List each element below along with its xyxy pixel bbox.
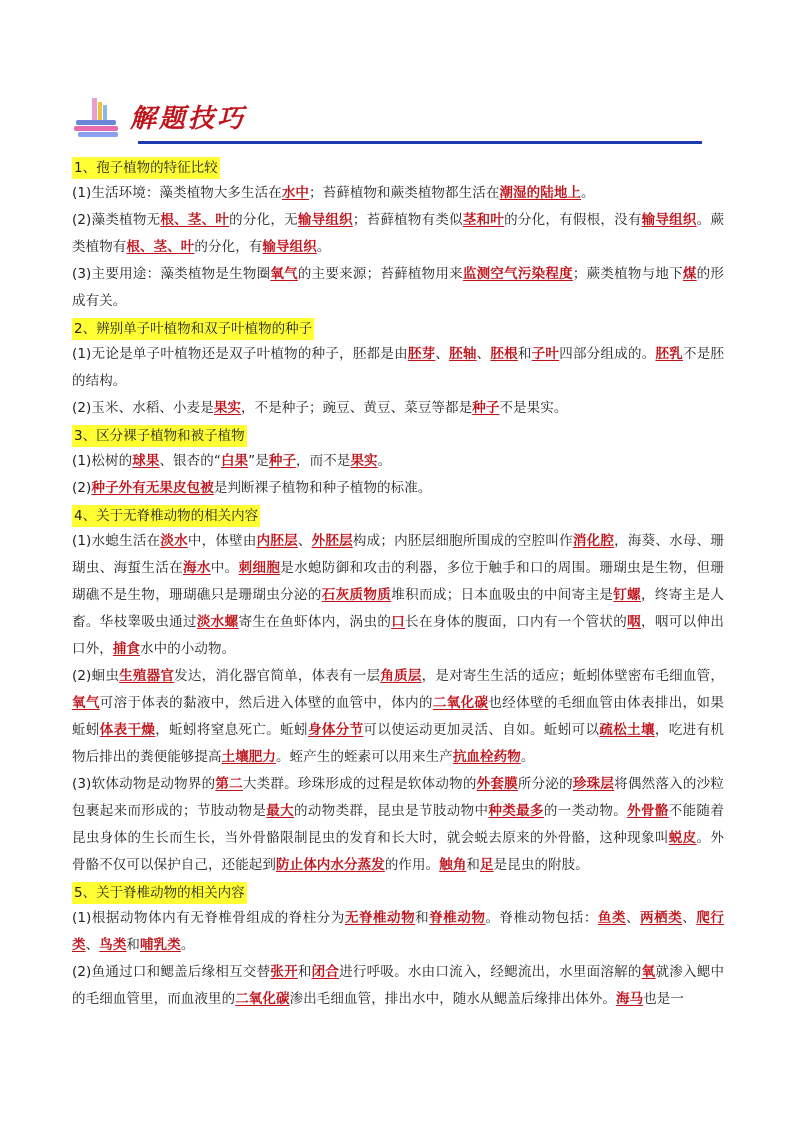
text-run: 。 xyxy=(316,239,331,255)
text-run: (2)藻类植物无 xyxy=(72,212,161,228)
text-run: 是昆虫的附肢。 xyxy=(493,857,589,873)
highlighted-term: 茎和叶 xyxy=(462,212,505,228)
text-run: 和 xyxy=(415,910,430,926)
text-run: 和 xyxy=(297,964,312,980)
text-run: ，而不是 xyxy=(296,453,351,469)
text-run: 发达，消化器官简单，体表有一层 xyxy=(174,668,381,684)
text-run: (1)水螅生活在 xyxy=(72,533,161,549)
text-run: ，咽可以伸出口外， xyxy=(72,614,724,657)
text-run: 的主要来源；苔藓植物用来 xyxy=(297,266,463,282)
highlighted-term: 氧气 xyxy=(72,695,100,711)
text-run: 可溶于体表的黏液中，然后进入体壁的血管中，体内的 xyxy=(99,695,433,711)
section-title: 5、关于脊椎动物的相关内容 xyxy=(72,882,247,904)
highlighted-term: 种子外有无果皮包被 xyxy=(91,480,214,496)
text-run: ，蚯蚓将窒息死亡。蚯蚓 xyxy=(155,722,308,738)
paragraph xyxy=(72,905,724,959)
text-run: 。 xyxy=(377,453,392,469)
highlighted-term: 刺细胞 xyxy=(238,560,281,576)
text-run: 进行呼吸。水由口流入，经鳃流出，水里面溶解的 xyxy=(339,964,642,980)
highlighted-term: 果实 xyxy=(350,453,378,469)
text-run: 、 xyxy=(85,937,100,953)
text-run: 寄生在鱼虾体内，涡虫的 xyxy=(238,614,392,630)
text-run: (3)软体动物是动物界的 xyxy=(72,776,216,792)
highlighted-term: 脊椎动物 xyxy=(429,910,486,926)
highlighted-term: 生殖器官 xyxy=(119,668,175,684)
section-title: 2、辨别单子叶植物和双子叶植物的种子 xyxy=(72,318,314,340)
highlighted-term: 张开 xyxy=(270,964,298,980)
text-run: 水中的小动物。 xyxy=(140,641,236,657)
highlighted-term: 哺乳类 xyxy=(140,937,181,953)
paragraph xyxy=(72,180,724,207)
paragraph xyxy=(72,663,724,771)
document-body xyxy=(72,154,724,1013)
highlighted-term: 种子 xyxy=(472,400,500,416)
text-run: 也是一 xyxy=(643,991,685,1007)
text-run: 是水螅防御和攻击的利器，多位于触手和口的周围。珊瑚虫是生物，但珊瑚礁不是生物，珊瑚礁只是珊瑚虫分泌的 xyxy=(72,560,725,603)
text-run: 就渗入鳃中的毛细血管里，而血液里的 xyxy=(72,964,725,1007)
text-run: ”是 xyxy=(248,453,269,469)
highlighted-term: 鱼类 xyxy=(597,910,627,926)
text-run: 。 xyxy=(180,937,195,953)
text-run: 。 xyxy=(520,749,535,765)
highlighted-term: 石灰质物质 xyxy=(321,587,392,603)
text-run: ，海葵、水母、珊瑚虫、海蜇生活在 xyxy=(72,533,724,576)
highlighted-term: 胚乳 xyxy=(655,346,683,362)
text-run: 、 xyxy=(435,346,450,362)
highlighted-term: 淡水 xyxy=(160,533,188,549)
highlighted-term: 二氧化碳 xyxy=(235,991,290,1007)
text-run: 、银杏的“ xyxy=(159,453,221,469)
paragraph xyxy=(72,475,724,502)
highlighted-term: 闭合 xyxy=(311,964,340,980)
highlighted-term: 鸟类 xyxy=(99,937,127,953)
text-run: 。 xyxy=(581,185,595,201)
text-run: ，不是种子；豌豆、黄豆、菜豆等都是 xyxy=(241,400,473,416)
highlighted-term: 爬行类 xyxy=(72,910,724,953)
text-run: 不能随着昆虫身体的生长而生长，当外骨骼限制昆虫的发育和长大时，就会蜕去原来的外骨骼，这种现象叫 xyxy=(72,803,724,846)
highlighted-term: 第二 xyxy=(215,776,243,792)
highlighted-term: 二氧化碳 xyxy=(432,695,489,711)
highlighted-term: 监测空气污染程度 xyxy=(462,266,573,282)
text-run: 的分化，无 xyxy=(229,212,298,228)
text-run: 大类群。珍珠形成的过程是软体动物的 xyxy=(242,776,477,792)
paragraph xyxy=(72,261,724,315)
highlighted-term: 水中 xyxy=(281,185,310,201)
highlighted-term: 子叶 xyxy=(531,346,560,362)
text-run: 四部分组成的。 xyxy=(559,346,656,362)
highlighted-term: 外骨骼 xyxy=(627,803,669,819)
highlighted-term: 煤 xyxy=(682,266,697,282)
text-run: 可以使运动更加灵活、自如。蚯蚓可以 xyxy=(363,722,600,738)
highlighted-term: 海马 xyxy=(616,991,644,1007)
paragraph xyxy=(72,448,724,475)
page-header xyxy=(72,92,702,148)
highlighted-term: 钉螺 xyxy=(613,587,641,603)
text-run: 不是果实。 xyxy=(499,400,568,416)
text-run: ；苔藓植物和蕨类植物都生活在 xyxy=(309,185,500,201)
text-run: 的分化，有 xyxy=(194,239,263,255)
highlighted-term: 种子 xyxy=(268,453,297,469)
highlighted-term: 输导组织 xyxy=(297,212,353,228)
highlighted-term: 淡水螺 xyxy=(196,614,239,630)
highlighted-term: 果实 xyxy=(213,400,242,416)
text-run: (2)蛔虫 xyxy=(72,668,120,684)
highlighted-term: 氧气 xyxy=(270,266,298,282)
text-run: (3)主要用途：藻类植物是生物圈 xyxy=(72,266,271,282)
section-title: 4、关于无脊椎动物的相关内容 xyxy=(72,505,260,527)
highlighted-term: 蜕皮 xyxy=(668,830,697,846)
highlighted-term: 海水 xyxy=(183,560,211,576)
paragraph xyxy=(72,528,724,663)
paragraph xyxy=(72,395,724,422)
page-title: 解题技巧 xyxy=(130,104,247,134)
text-run: 构成；内胚层细胞所围成的空腔叫作 xyxy=(352,533,573,549)
text-run: (2)鱼通过口和鳃盖后缘相互交替 xyxy=(72,964,271,980)
books-stack-icon xyxy=(72,96,124,140)
highlighted-term: 疏松土壤 xyxy=(599,722,655,738)
text-run: 也经体壁的毛细血管由体表排出，如果蚯蚓 xyxy=(72,695,725,738)
text-run: 长在身体的腹面，口内有一个管状的 xyxy=(405,614,628,630)
highlighted-term: 珍珠层 xyxy=(572,776,615,792)
highlighted-term: 足 xyxy=(480,857,494,873)
highlighted-term: 土壤肥力 xyxy=(221,749,277,765)
highlighted-term: 根、茎、叶 xyxy=(126,239,195,255)
highlighted-term: 白果 xyxy=(220,453,249,469)
highlighted-term: 防止体内水分蒸发 xyxy=(276,857,385,873)
text-run: (1)生活环境：藻类植物大多生活在 xyxy=(72,185,282,201)
highlighted-term: 触角 xyxy=(439,857,467,873)
highlighted-term: 消化腔 xyxy=(572,533,615,549)
highlighted-term: 输导组织 xyxy=(262,239,317,255)
text-run: 。蕨类植物有 xyxy=(72,212,725,255)
text-run: ，吃进有机物后排出的粪便能够提高 xyxy=(72,722,725,765)
text-run: (1)根据动物体内有无脊椎骨组成的脊柱分为 xyxy=(72,910,345,926)
highlighted-term: 体表干燥 xyxy=(99,722,156,738)
highlighted-term: 输导组织 xyxy=(641,212,697,228)
text-run: 。蛭产生的蛭素可以用来生产 xyxy=(276,749,453,765)
text-run: 。外骨骼不仅可以保护自己，还能起到 xyxy=(72,830,724,873)
highlighted-term: 种类最多 xyxy=(488,803,544,819)
text-run: 所分泌的 xyxy=(517,776,573,792)
highlighted-term: 胚轴 xyxy=(449,346,477,362)
highlighted-term: 最大 xyxy=(266,803,295,819)
text-run: 堆积而成；日本血吸虫的中间寄主是 xyxy=(391,587,614,603)
text-run: 的一类动物。 xyxy=(543,803,628,819)
highlighted-term: 胚根 xyxy=(490,346,518,362)
text-run: 和 xyxy=(517,346,532,362)
section-title: 1、孢子植物的特征比较 xyxy=(72,157,220,179)
text-run: 。脊椎动物包括： xyxy=(485,910,598,926)
text-run: (1)松树的 xyxy=(72,453,133,469)
highlighted-term: 根、茎、叶 xyxy=(160,212,230,228)
text-run: 是判断裸子植物和种子植物的标准。 xyxy=(213,480,432,496)
header-divider xyxy=(138,141,702,144)
text-run: 渗出毛细血管，排出水中，随水从鳃盖后缘排出体外。 xyxy=(289,991,617,1007)
highlighted-term: 外套膜 xyxy=(476,776,518,792)
highlighted-term: 无脊椎动物 xyxy=(344,910,416,926)
highlighted-term: 内胚层 xyxy=(256,533,298,549)
text-run: (1)无论是单子叶植物还是双子叶植物的种子，胚都是由 xyxy=(72,346,408,362)
section-title: 3、区分裸子植物和被子植物 xyxy=(72,425,247,447)
highlighted-term: 咽 xyxy=(627,614,642,630)
highlighted-term: 身体分节 xyxy=(307,722,364,738)
highlighted-term: 胚芽 xyxy=(407,346,436,362)
text-run: 、 xyxy=(297,533,312,549)
text-run: 将偶然落入的沙粒包裹起来而形成的；节肢动物是 xyxy=(72,776,725,819)
paragraph xyxy=(72,341,724,395)
text-run: 的分化，有假根，没有 xyxy=(504,212,642,228)
highlighted-term: 外胚层 xyxy=(311,533,353,549)
text-run: 、 xyxy=(626,910,641,926)
text-run: ，终寄主是人畜。华枝睾吸虫通过 xyxy=(72,587,724,630)
highlighted-term: 两栖类 xyxy=(640,910,683,926)
text-run: 、 xyxy=(476,346,491,362)
text-run: 中。 xyxy=(210,560,239,576)
highlighted-term: 角质层 xyxy=(380,668,422,684)
paragraph xyxy=(72,771,724,879)
text-run: 和 xyxy=(466,857,481,873)
text-run: 不是胚的结构。 xyxy=(72,346,725,389)
highlighted-term: 捕食 xyxy=(112,641,141,657)
text-run: (2)玉米、水稻、小麦是 xyxy=(72,400,214,416)
highlighted-term: 抗血栓药物 xyxy=(452,749,521,765)
paragraph xyxy=(72,207,724,261)
highlighted-term: 氧 xyxy=(641,964,656,980)
text-run: ；苔藓植物有类似 xyxy=(352,212,463,228)
text-run: ；蕨类植物与地下 xyxy=(572,266,683,282)
text-run: ，是对寄生生活的适应；蚯蚓体壁密布毛细血管， xyxy=(421,668,725,684)
text-run: (2) xyxy=(72,480,92,496)
text-run: 的作用。 xyxy=(384,857,440,873)
text-run: 的形成有关。 xyxy=(72,266,725,309)
paragraph xyxy=(72,959,724,1013)
text-run: 、 xyxy=(682,910,697,926)
text-run: 和 xyxy=(126,937,141,953)
text-run: 的动物类群，昆虫是节肢动物中 xyxy=(294,803,489,819)
highlighted-term: 口 xyxy=(391,614,406,630)
text-run: 中，体壁由 xyxy=(187,533,257,549)
highlighted-term: 球果 xyxy=(132,453,160,469)
highlighted-term: 潮湿的陆地上 xyxy=(499,185,582,201)
